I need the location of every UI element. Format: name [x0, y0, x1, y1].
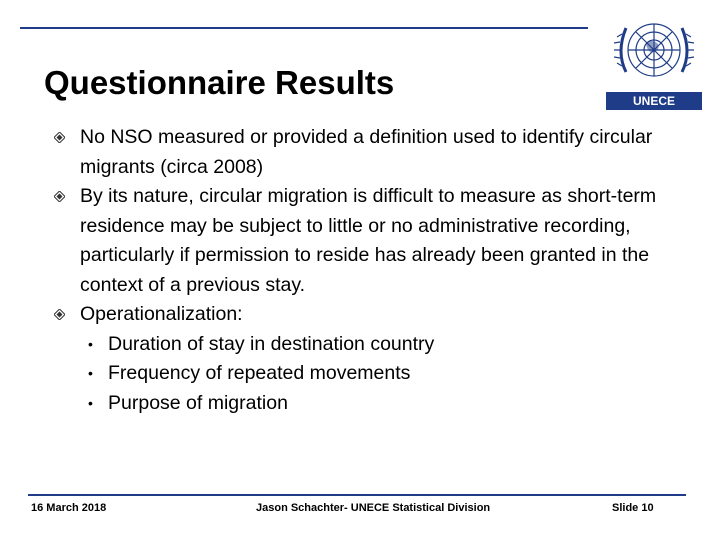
slide-title: Questionnaire Results [44, 64, 395, 101]
dot-bullet-icon: • [88, 365, 93, 381]
sub-bullet-text: Duration of stay in destination country [108, 332, 435, 355]
bullet-item [80, 300, 680, 418]
sub-bullet-item [80, 330, 680, 360]
footer-author: Jason Schachter- UNECE Statistical Division [256, 502, 491, 514]
un-emblem-icon [606, 10, 702, 92]
sub-bullet-text: Frequency of repeated movements [108, 362, 411, 384]
bullet-text: By its nature, circular migration is difficult to measure as short-term residence may be subject to little or no administrative recording, particularly if permission to reside has already been granted in the context of a previous stay. [80, 185, 657, 296]
footer-slide-number: Slide 10 [612, 502, 654, 514]
bullet-item [80, 123, 680, 182]
diamond-bullet-icon [54, 132, 65, 143]
bullet-text: No NSO measured or provided a definition used to identify circular migrants (circa 2008) [80, 126, 653, 178]
sub-bullet-item [80, 359, 680, 389]
bottom-divider [28, 494, 686, 496]
bullet-item [80, 182, 680, 300]
sub-bullet-item [80, 389, 680, 419]
diamond-bullet-icon [54, 191, 65, 202]
dot-bullet-icon: • [88, 335, 93, 352]
slide-content [80, 123, 680, 418]
unece-logo-text: UNECE [606, 92, 702, 110]
diamond-bullet-icon [54, 309, 65, 320]
sub-bullet-text: Purpose of migration [108, 391, 288, 414]
unece-logo [606, 10, 702, 110]
dot-bullet-icon: • [88, 394, 93, 411]
bullet-text: Operationalization: [80, 303, 243, 325]
sub-bullet-list [80, 330, 680, 419]
top-divider [20, 27, 588, 29]
footer-date: 16 March 2018 [31, 502, 107, 514]
